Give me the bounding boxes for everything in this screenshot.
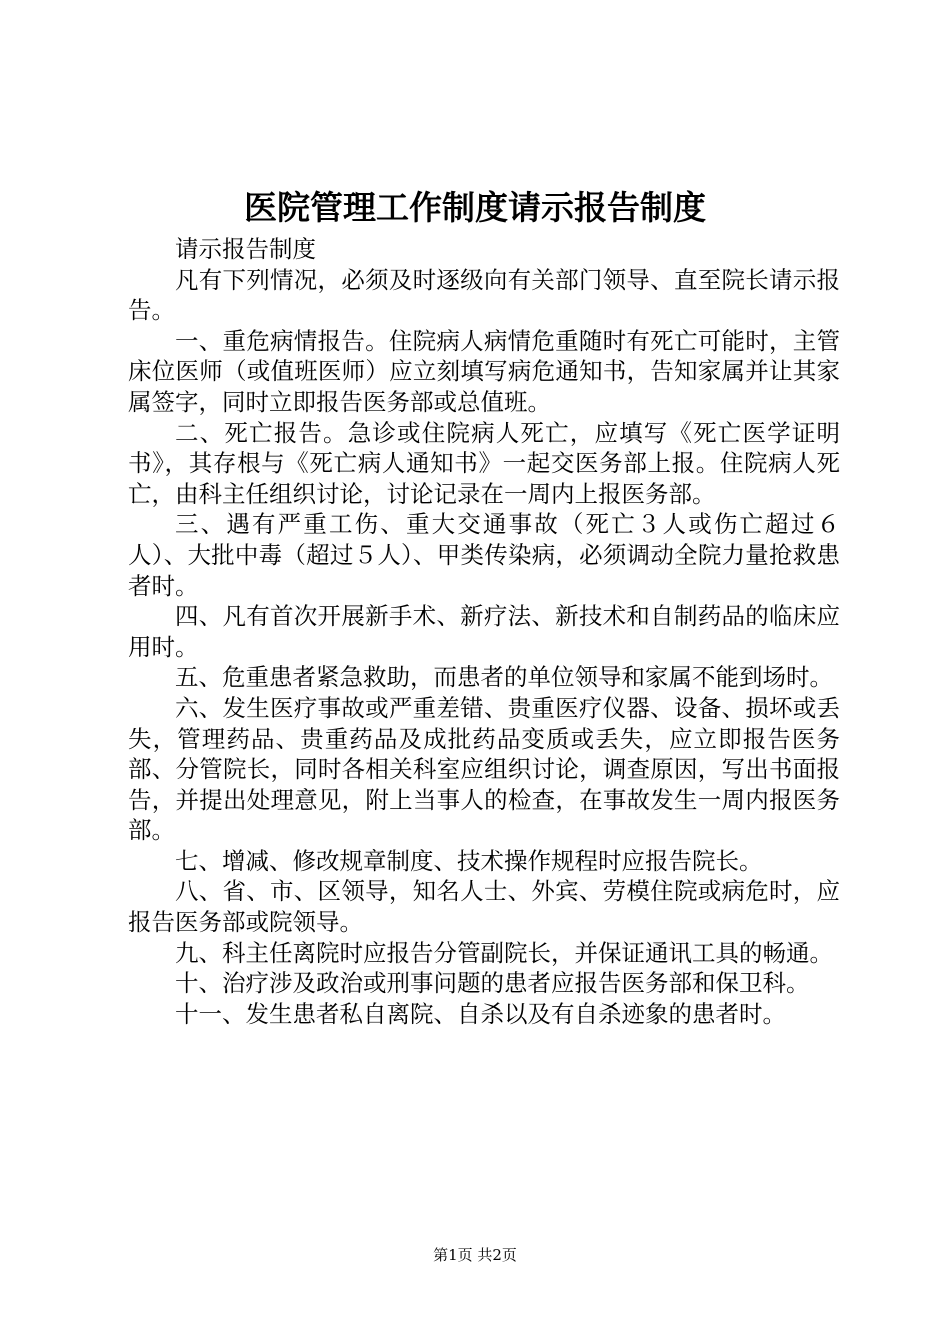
paragraph-item-8: 八、省、市、区领导，知名人士、外宾、劳模住院或病危时，应报告医务部或院领导。 <box>128 877 840 937</box>
document-body <box>128 234 840 1029</box>
paragraph-intro: 凡有下列情况，必须及时逐级向有关部门领导、直至院长请示报告。 <box>128 265 840 325</box>
paragraph-item-5: 五、危重患者紧急救助，而患者的单位领导和家属不能到场时。 <box>175 663 833 692</box>
paragraph-item-11: 十一、发生患者私自离院、自杀以及有自杀迹象的患者时。 <box>175 999 786 1028</box>
paragraph-item-10: 十、治疗涉及政治或刑事问题的患者应报告医务部和保卫科。 <box>175 969 810 998</box>
paragraph-item-3: 三、遇有严重工伤、重大交通事故（死亡３人或伤亡超过６人）、大批中毒（超过５人）、甲类传染病，必须调动全院力量抢救患者时。 <box>128 510 840 600</box>
paragraph-item-1: 一、重危病情报告。住院病人病情危重随时有死亡可能时，主管床位医师（或值班医师）应立刻填写病危通知书，告知家属并让其家属签字，同时立即报告医务部或总值班。 <box>128 326 840 416</box>
paragraph-section-heading: 请示报告制度 <box>175 235 316 263</box>
document-title: 医院管理工作制度请示报告制度 <box>244 188 706 227</box>
paragraph-item-7: 七、增减、修改规章制度、技术操作规程时应报告院长。 <box>175 846 763 875</box>
paragraph-item-6: 六、发生医疗事故或严重差错、贵重医疗仪器、设备、损坏或丢失，管理药品、贵重药品及成批药品变质或丢失，应立即报告医务部、分管院长，同时各相关科室应组织讨论，调查原因，写出书面报告，并提出处理意见，附上当事人的检查，在事故发生一周内报医务部。 <box>128 693 840 845</box>
paragraph-item-2: 二、死亡报告。急诊或住院病人死亡，应填写《死亡医学证明书》，其存根与《死亡病人通知书》一起交医务部上报。住院病人死亡，由科主任组织讨论，讨论记录在一周内上报医务部。 <box>128 418 840 508</box>
paragraph-item-4: 四、凡有首次开展新手术、新疗法、新技术和自制药品的临床应用时。 <box>128 602 840 661</box>
page-number-footer: 第1页 共2页 <box>433 1246 517 1264</box>
paragraph-item-9: 九、科主任离院时应报告分管副院长，并保证通讯工具的畅通。 <box>175 938 833 967</box>
